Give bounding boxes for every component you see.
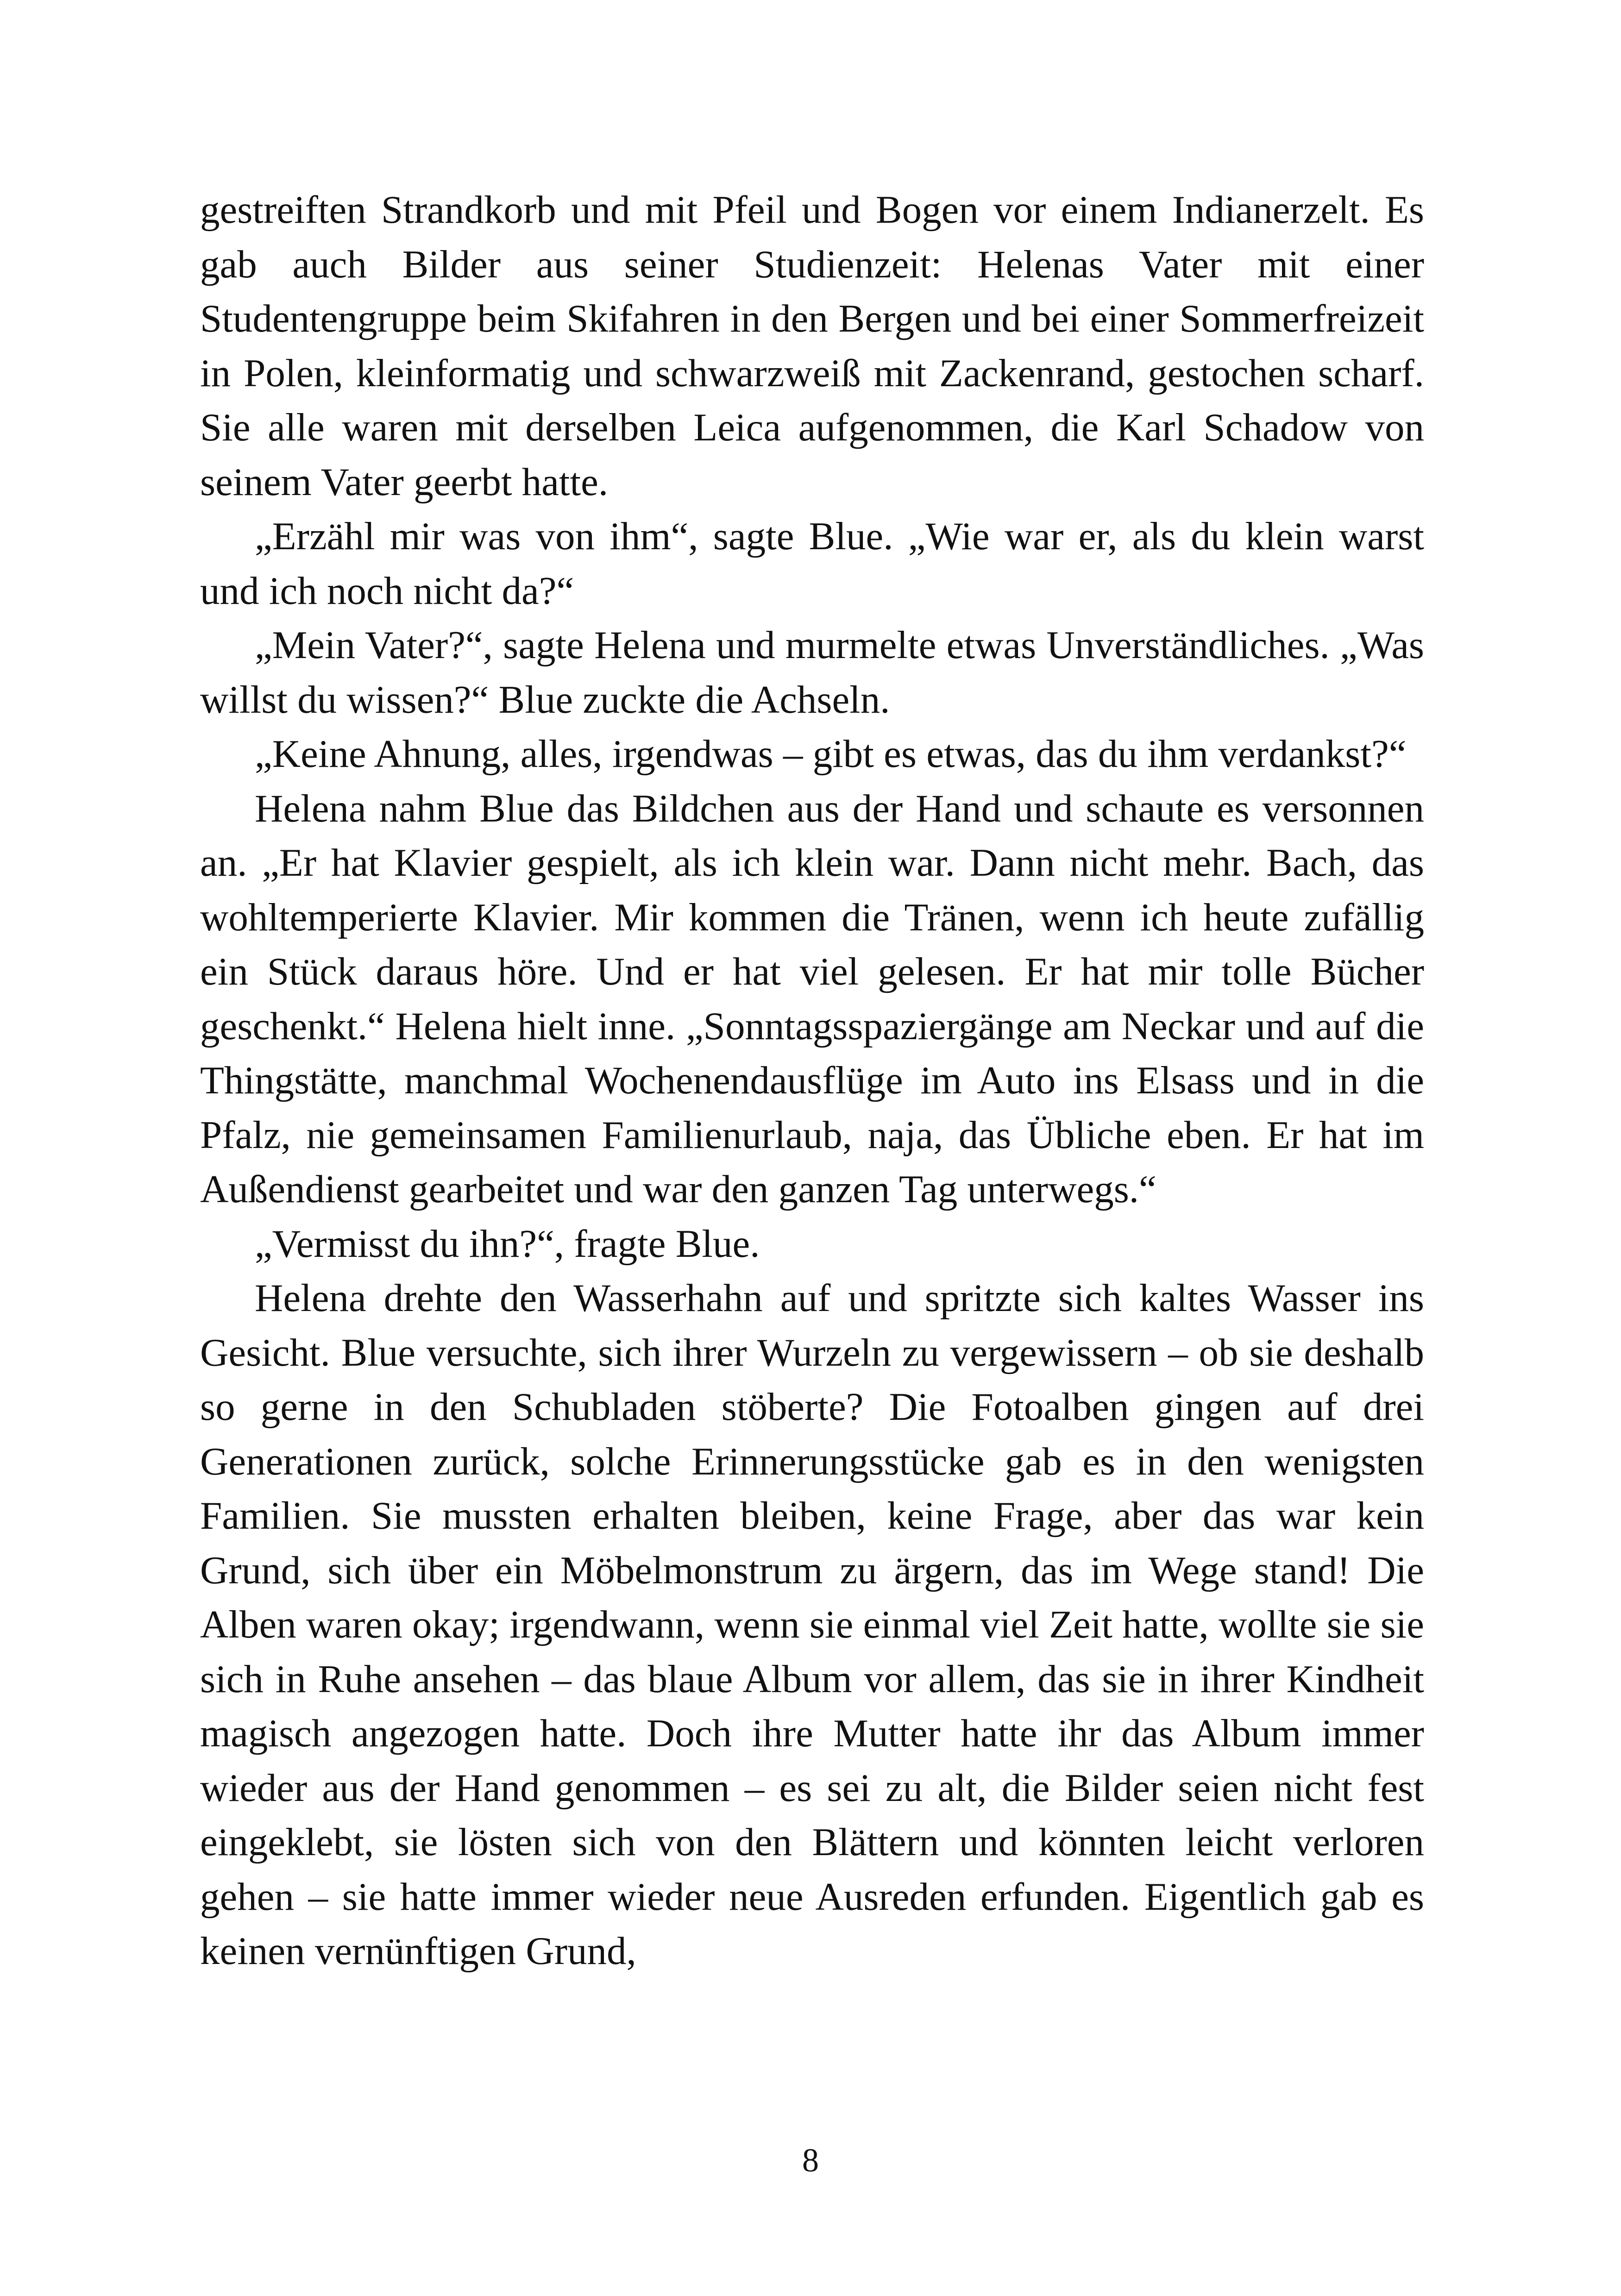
paragraph: „Mein Vater?“, sagte Helena und murmelte etwas Unverständliches. „Was willst du wissen?“ Blue zuckte die Achseln. bbox=[200, 623, 1424, 721]
page-number: 8 bbox=[802, 2142, 819, 2179]
paragraph: „Vermisst du ihn?“, fragte Blue. bbox=[255, 1222, 760, 1266]
paragraph: gestreiften Strandkorb und mit Pfeil und Bogen vor einem Indianerzelt. Es gab auch Bilder aus seiner Studienzeit: Helenas Vater mit einer Studentengruppe beim Skifahren in den Bergen und bei einer Sommerfreizeit in Polen, kleinformatig und schwarzweiß mit Zackenrand, gestochen scharf. Sie alle waren mit derselben Leica aufgenommen, die Karl Schadow von seinem Vater geerbt hatte. bbox=[200, 188, 1424, 504]
paragraph: Helena nahm Blue das Bildchen aus der Hand und schaute es versonnen an. „Er hat Klavier gespielt, als ich klein war. Dann nicht mehr. Bach, das wohltemperierte Klavier. Mir kommen die Tränen, wenn ich heute zufällig ein Stück daraus höre. Und er hat viel gelesen. Er hat mir tolle Bücher geschenkt.“ Helena hielt inne. „Sonntagsspaziergänge am Neckar und auf die Thingstätte, manchmal Wochenendausflüge im Auto ins Elsass und in die Pfalz, nie gemeinsamen Familienurlaub, naja, das Übliche eben. Er hat im Außendienst gearbeitet und war den ganzen Tag unterwegs.“ bbox=[200, 786, 1424, 1211]
paragraph: Helena drehte den Wasserhahn auf und spritzte sich kaltes Wasser ins Gesicht. Blue versuchte, sich ihrer Wurzeln zu vergewissern – ob sie deshalb so gerne in den Schubladen stöberte? Die Fotoalben gingen auf drei Generationen zurück, solche Erinnerungsstücke gab es in den wenigsten Familien. Sie mussten erhalten bleiben, keine Frage, aber das war kein Grund, sich über ein Möbelmonstrum zu ärgern, das im Wege stand! Die Alben waren okay; irgendwann, wenn sie einmal viel Zeit hatte, wollte sie sie sich in Ruhe ansehen – das blaue Album vor allem, das sie in ihrer Kindheit magisch angezogen hatte. Doch ihre Mutter hatte ihr das Album immer wieder aus der Hand genommen – es sei zu alt, die Bilder seien nicht fest eingeklebt, sie lösten sich von den Blättern und könnten leicht verloren gehen – sie hatte immer wieder neue Ausreden erfunden. Eigentlich gab es keinen vernünftigen Grund, bbox=[200, 1276, 1424, 1973]
paragraph: „Erzähl mir was von ihm“, sagte Blue. „Wie war er, als du klein warst und ich noch nicht da?“ bbox=[200, 514, 1424, 613]
body-text bbox=[200, 183, 1424, 1979]
paragraph: „Keine Ahnung, alles, irgendwas – gibt es etwas, das du ihm verdankst?“ bbox=[255, 732, 1407, 776]
